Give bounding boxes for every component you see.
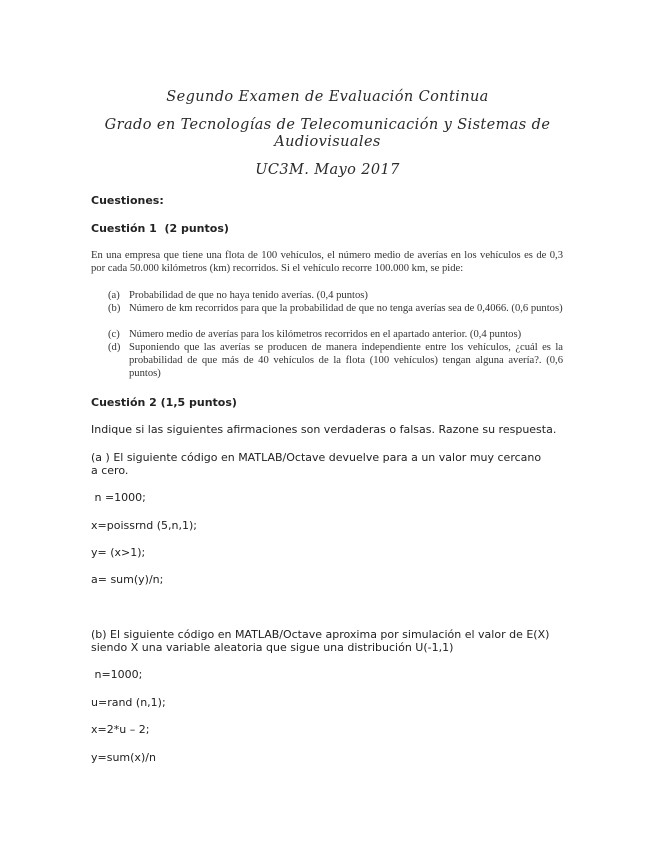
- code-line: y= (x>1);: [91, 546, 146, 559]
- code-line: y=sum(x)/n: [91, 751, 156, 764]
- part-a-text: (a ) El siguiente código en MATLAB/Octave devuelve para a un valor muy cercano a cero.: [91, 451, 542, 477]
- question-1-intro: En una empresa que tiene una flota de 100 vehículos, el número medio de averías en los vehículos es de 0,3 por cada 50.000 kilómetros (km) recorridos. Si el vehículo recorre 100.000 km, se pide:: [91, 250, 563, 274]
- item-label: (a): [108, 290, 120, 301]
- question-2-heading: Cuestión 2 (1,5 puntos): [91, 396, 237, 409]
- question-1-heading: Cuestión 1 (2 puntos): [91, 222, 229, 235]
- code-line: x=2*u – 2;: [91, 723, 150, 736]
- code-line: u=rand (n,1);: [91, 696, 166, 709]
- degree-title: Grado en Tecnologías de Telecomunicación y Sistemas de Audiovisuales: [104, 117, 551, 150]
- item-label: (c): [108, 329, 120, 340]
- cuestiones-label: Cuestiones:: [91, 194, 164, 207]
- item-label: (b): [108, 303, 121, 314]
- item-label: (d): [108, 342, 121, 353]
- item-text: Número medio de averías para los kilómetros recorridos en el apartado anterior. (0,4 puntos): [129, 329, 522, 340]
- code-line: x=poissrnd (5,n,1);: [91, 519, 197, 532]
- code-line: n=1000;: [91, 668, 143, 681]
- code-line: a= sum(y)/n;: [91, 573, 164, 586]
- code-line: n =1000;: [91, 491, 146, 504]
- item-text: Suponiendo que las averías se producen de manera independiente entre los vehículos, ¿cuál es la probabilidad de que más de 40 vehículos de la flota (100 vehículos) tengan alguna avería?. (0,6 puntos): [129, 342, 563, 379]
- exam-date: UC3M. Mayo 2017: [255, 162, 400, 178]
- part-b-text: (b) El siguiente código en MATLAB/Octave aproxima por simulación el valor de E(X) siendo X una variable aleatoria que sigue una distribución U(-1,1): [91, 628, 550, 654]
- item-text: Número de km recorridos para que la probabilidad de que no tenga averías sea de 0,4066. (0,6 puntos): [129, 303, 563, 314]
- item-text: Probabilidad de que no haya tenido averías. (0,4 puntos): [129, 290, 368, 301]
- question-2-intro: Indique si las siguientes afirmaciones son verdaderas o falsas. Razone su respuesta.: [91, 423, 557, 436]
- exam-title: Segundo Examen de Evaluación Continua: [166, 89, 489, 105]
